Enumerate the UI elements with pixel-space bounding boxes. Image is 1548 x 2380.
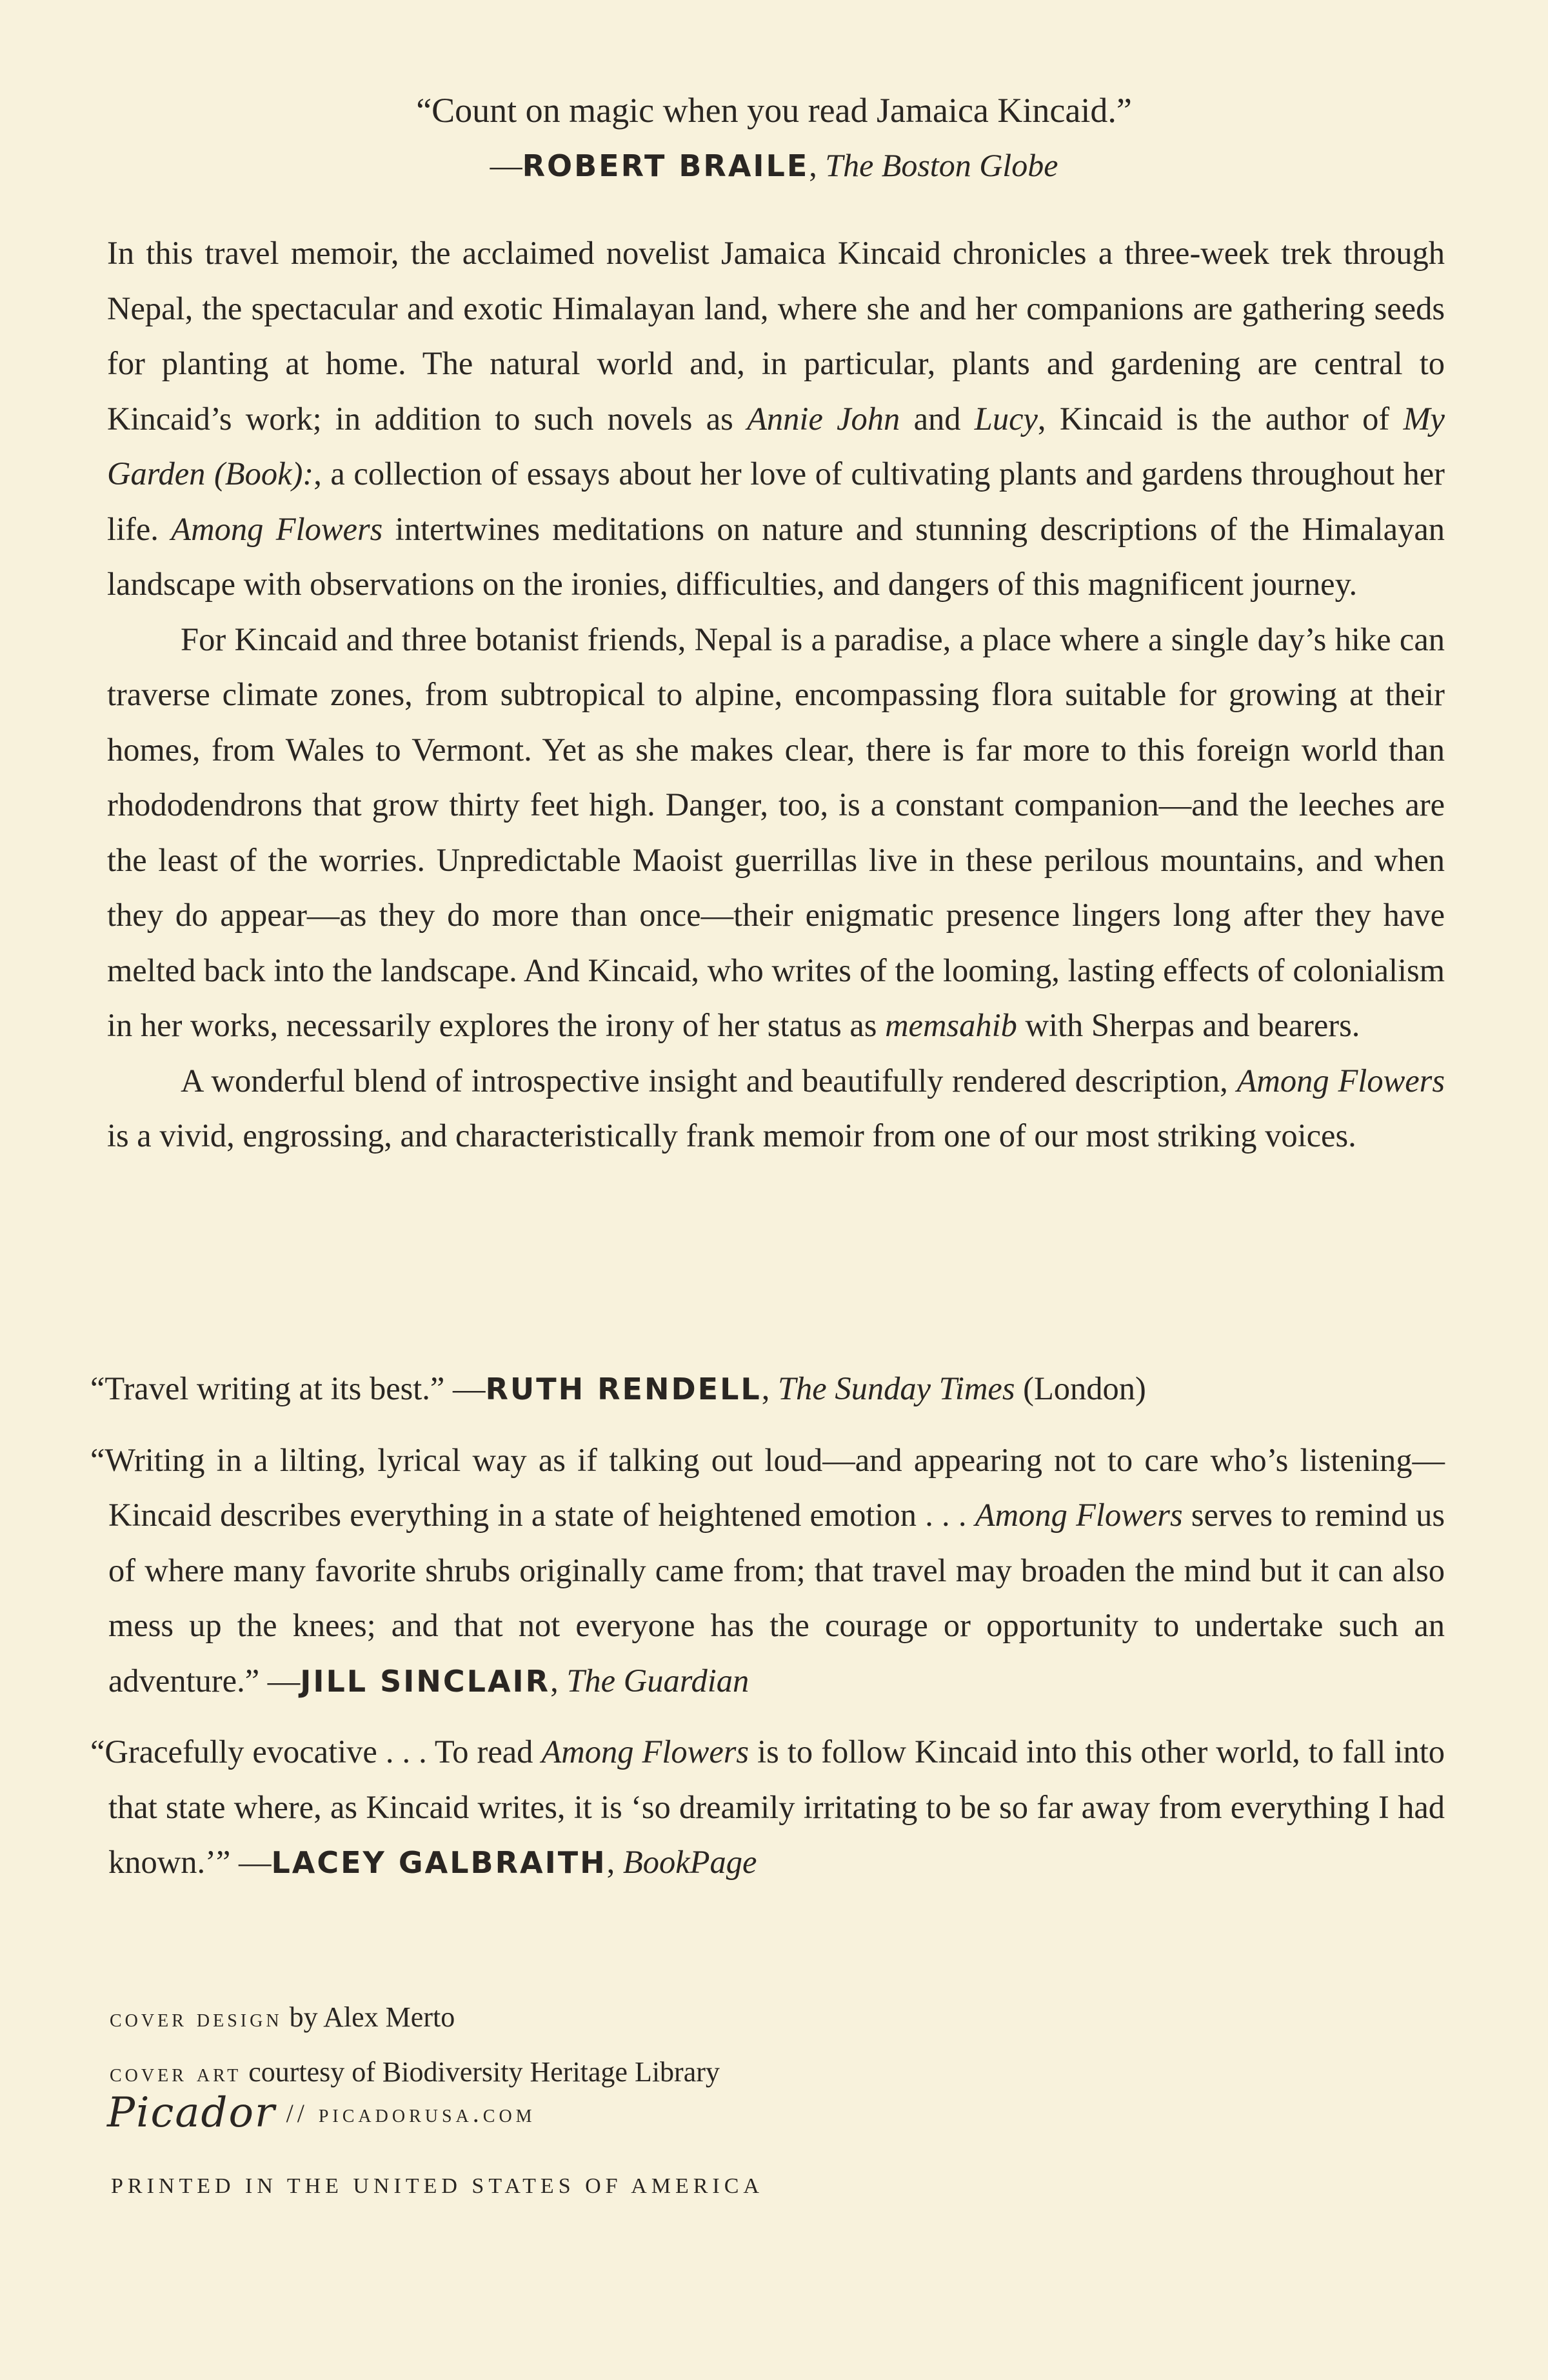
attribution-sep: , [606, 1844, 623, 1880]
text-run: A wonderful blend of introspective insight and beautifully rendered description, [181, 1062, 1237, 1099]
book-title: Among Flowers [975, 1497, 1183, 1533]
text-run: with Sherpas and bearers. [1017, 1007, 1360, 1043]
description [107, 226, 1445, 1164]
attribution-sep: , [809, 147, 826, 183]
top-quote-attribution [0, 138, 1548, 193]
cover-credits [110, 1990, 720, 2100]
blurb-sinclair [90, 1433, 1445, 1710]
blurb-quote: “Writing in a lilting, lyrical way as if talking out loud—and appearing not to care who’s listening—Kincaid describes everything in a state of heightened emotion . . . [90, 1441, 1445, 1533]
text-run: intertwines meditations on nature and stunning descriptions of the Himalayan landscape with observations on the ironies, difficulties, and dangers of this magnificent journey. [107, 510, 1445, 602]
attribution-dash: — [238, 1844, 272, 1880]
blurb-quote: is to follow Kincaid into this other world, to fall into that state where, as Kincaid writes, it is ‘so dreamily irritating to be so far away from everything I had known.’” [108, 1734, 1445, 1880]
book-title: My Garden (Book): [107, 400, 1445, 492]
publisher-url: // picadorusa.com [286, 2098, 536, 2128]
book-title: Among Flowers [171, 510, 383, 547]
book-title: Among Flowers [1236, 1062, 1445, 1099]
credit-value: courtesy of Biodiversity Heritage Library [241, 2056, 720, 2088]
blurb-quote: “Travel writing at its best.” [90, 1370, 453, 1406]
printed-in: PRINTED IN THE UNITED STATES OF AMERICA [111, 2174, 764, 2198]
blurb-galbraith [90, 1725, 1445, 1891]
review-blurbs [90, 1361, 1445, 1906]
attribution-dash: — [267, 1662, 301, 1699]
text-run: and [900, 400, 975, 437]
attribution-author: ROBERT BRAILE [522, 148, 809, 183]
attribution-sep: , [550, 1662, 567, 1699]
blurb-rendell [90, 1361, 1445, 1417]
publisher-line [107, 2089, 536, 2137]
credit-design [110, 1990, 720, 2045]
italic-term: memsahib [885, 1007, 1017, 1043]
credit-label: cover art [110, 2058, 242, 2087]
picador-logo: Picador [107, 2089, 276, 2137]
description-paragraph-2 [107, 612, 1445, 1054]
blurb-author: RUTH RENDELL [485, 1372, 762, 1406]
attribution-source: The Boston Globe [825, 147, 1058, 183]
text-run: For Kincaid and three botanist friends, Nepal is a paradise, a place where a single day’s hike can traverse climate zones, from subtropical to alpine, encompassing flora suitable for growing at their homes, from Wales to Vermont. Yet as she makes clear, there is far more to this foreign world than rhododendrons that grow thirty feet high. Danger, too, is a constant companion—and the leeches are the least of the worries. Unpredictable Maoist guerrillas live in these perilous mountains, and when they do appear—as they do more than once—their enigmatic presence lingers long after they have melted back into the landscape. And Kincaid, who writes of the looming, lasting effects of colonialism in her works, necessarily explores the irony of her status as [107, 621, 1445, 1043]
book-title: Among Flowers [541, 1734, 749, 1770]
blurb-source-tail: (London) [1015, 1370, 1146, 1406]
blurb-source: The Sunday Times [777, 1370, 1015, 1406]
text-run: is a vivid, engrossing, and characteristically frank memoir from one of our most striking voices. [107, 1117, 1356, 1154]
attribution-sep: , [761, 1370, 778, 1406]
blurb-source: BookPage [622, 1844, 757, 1880]
book-title: Lucy [974, 400, 1038, 437]
blurb-quote: “Gracefully evocative . . . To read [90, 1734, 542, 1770]
text-run: , a collection of essays about her love of cultivating plants and gardens throughout her life. [107, 455, 1445, 547]
blurb-quote: serves to remind us of where many favorite shrubs originally came from; that travel may broaden the mind but it can also mess up the knees; and that not everyone has the courage or opportunity to undertake such an adventure.” [108, 1497, 1445, 1699]
top-quote-text: “Count on magic when you read Jamaica Kincaid.” [416, 91, 1132, 130]
credit-label: cover design [110, 2003, 283, 2032]
book-title: Annie John [747, 400, 900, 437]
description-paragraph-3 [107, 1054, 1445, 1164]
text-run: , Kincaid is the author of [1037, 400, 1404, 437]
blurb-source: The Guardian [566, 1662, 749, 1699]
attribution-dash: — [452, 1370, 486, 1406]
description-paragraph-1 [107, 226, 1445, 612]
top-quote [0, 83, 1548, 193]
text-run: In this travel memoir, the acclaimed novelist Jamaica Kincaid chronicles a three-week trek through Nepal, the spectacular and exotic Himalayan land, where she and her companions are gathering seeds for planting at home. The natural world and, in particular, plants and gardening are central to Kincaid’s work; in addition to such novels as [107, 235, 1445, 437]
attribution-dash: — [490, 147, 522, 183]
blurb-author: LACEY GALBRAITH [271, 1845, 607, 1880]
credit-value: by Alex Merto [282, 2001, 455, 2033]
blurb-author: JILL SINCLAIR [300, 1663, 551, 1699]
